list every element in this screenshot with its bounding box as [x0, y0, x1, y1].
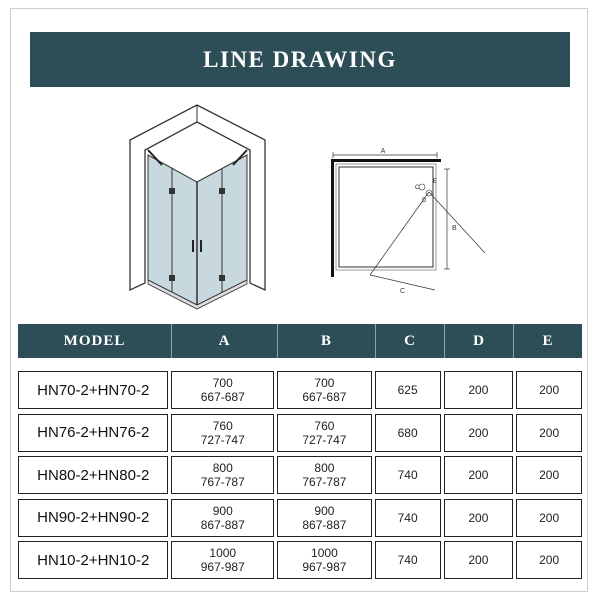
b-range: 867-887: [302, 517, 347, 532]
a-main: 760: [212, 418, 233, 433]
table-row: [18, 541, 582, 579]
a-main: 1000: [209, 546, 237, 560]
b-main: 900: [314, 503, 335, 518]
e-cell: 200: [516, 541, 582, 579]
b-cell: [277, 456, 372, 494]
header-c: C: [376, 324, 445, 358]
header-d: D: [445, 324, 514, 358]
a-cell: [171, 456, 274, 494]
d-cell: 200: [444, 456, 514, 494]
a-range: 727-747: [200, 432, 245, 447]
b-range: 767-787: [302, 475, 347, 489]
a-main: 900: [212, 503, 233, 518]
d-cell: 200: [444, 541, 514, 579]
dimension-a-label: A: [380, 148, 386, 155]
a-cell: [171, 541, 274, 579]
a-cell: [171, 499, 274, 537]
e-cell: 200: [516, 414, 582, 452]
c-cell: 740: [375, 499, 441, 537]
b-main: 760: [314, 418, 335, 433]
e-cell: 200: [516, 456, 582, 494]
a-range: 967-987: [200, 560, 245, 574]
e-cell: 200: [516, 371, 582, 409]
a-main: 700: [212, 376, 233, 390]
c-cell: 680: [375, 414, 441, 452]
table-row: [18, 371, 582, 409]
e-cell: 200: [516, 499, 582, 537]
d-cell: 200: [444, 499, 514, 537]
header-b: B: [278, 324, 376, 358]
b-main: 800: [314, 461, 335, 475]
b-main: 700: [314, 376, 335, 390]
c-cell: 740: [375, 541, 441, 579]
a-range: 867-887: [200, 517, 245, 532]
table-row: [18, 456, 582, 494]
dimension-c-small-label: C: [415, 185, 420, 191]
a-cell: [171, 414, 274, 452]
a-main: 800: [212, 461, 233, 475]
b-cell: [277, 541, 372, 579]
page-title: LINE DRAWING: [30, 32, 570, 87]
shower-enclosure-illustration: [120, 100, 275, 315]
b-cell: [277, 371, 372, 409]
c-cell: 625: [375, 371, 441, 409]
table-row: [18, 499, 582, 537]
c-cell: 740: [375, 456, 441, 494]
b-range: 967-987: [302, 560, 347, 574]
a-cell: [171, 371, 274, 409]
b-range: 727-747: [302, 432, 347, 447]
header-a: A: [172, 324, 278, 358]
d-cell: 200: [444, 414, 514, 452]
b-cell: [277, 499, 372, 537]
model-cell: HN10-2+HN10-2: [18, 541, 168, 579]
model-cell: HN76-2+HN76-2: [18, 414, 168, 452]
b-main: 1000: [311, 546, 338, 560]
b-cell: [277, 414, 372, 452]
model-cell: HN70-2+HN70-2: [18, 371, 168, 409]
dimension-d-label: D: [422, 198, 427, 204]
dimension-b-label: B: [452, 225, 457, 232]
model-cell: HN90-2+HN90-2: [18, 499, 168, 537]
a-range: 667-687: [200, 390, 245, 404]
table-body: [18, 371, 582, 584]
b-range: 667-687: [302, 390, 347, 404]
model-cell: HN80-2+HN80-2: [18, 456, 168, 494]
dimension-c-label: C: [400, 288, 406, 295]
dimension-e-label: E: [433, 179, 438, 185]
a-range: 767-787: [200, 475, 245, 489]
header-e: E: [542, 332, 554, 349]
table-row: [18, 414, 582, 452]
table-header: [18, 324, 582, 358]
header-model: MODEL: [18, 324, 172, 358]
plan-view-diagram: [325, 145, 495, 295]
d-cell: 200: [444, 371, 514, 409]
